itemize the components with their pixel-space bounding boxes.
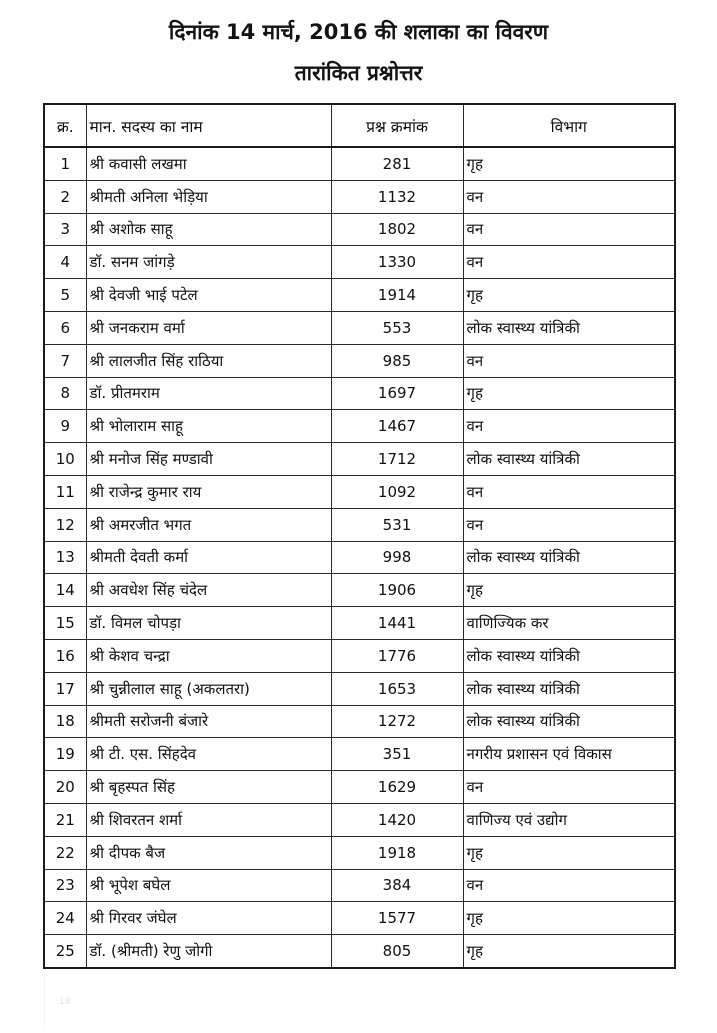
cell-serial: 16 [44, 639, 86, 672]
cell-question-number: 805 [331, 935, 463, 968]
cell-member-name: श्री बृहस्पत सिंह [86, 771, 331, 804]
cell-department: लोक स्वास्थ्य यांत्रिकी [463, 541, 675, 574]
header-row [44, 104, 675, 147]
cell-member-name: श्री शिवरतन शर्मा [86, 803, 331, 836]
cell-department: वन [463, 213, 675, 246]
cell-member-name: श्री केशव चन्द्रा [86, 639, 331, 672]
cell-department: गृह [463, 279, 675, 312]
cell-department: वन [463, 344, 675, 377]
cell-member-name: श्री जनकराम वर्मा [86, 311, 331, 344]
cell-member-name: श्री टी. एस. सिंहदेव [86, 738, 331, 771]
table-row [44, 607, 675, 640]
cell-serial: 23 [44, 869, 86, 902]
document-subtitle: तारांकित प्रश्नोत्तर [294, 61, 423, 85]
table-row [44, 639, 675, 672]
cell-department: वाणिज्य एवं उद्योग [463, 803, 675, 836]
table-row [44, 246, 675, 279]
cell-department: लोक स्वास्थ्य यांत्रिकी [463, 311, 675, 344]
cell-department: गृह [463, 902, 675, 935]
cell-serial: 5 [44, 279, 86, 312]
page-mark: 18 [59, 997, 71, 1007]
table-row [44, 541, 675, 574]
cell-serial: 20 [44, 771, 86, 804]
cell-member-name: श्री अवधेश सिंह चंदेल [86, 574, 331, 607]
cell-member-name: श्री गिरवर जंघेल [86, 902, 331, 935]
cell-member-name: श्री चुन्नीलाल साहू (अकलतरा) [86, 672, 331, 705]
table-row [44, 311, 675, 344]
cell-member-name: श्री भोलाराम साहू [86, 410, 331, 443]
cell-department: गृह [463, 836, 675, 869]
scan-margin-marks [44, 975, 95, 1030]
cell-department: गृह [463, 574, 675, 607]
cell-question-number: 1132 [331, 180, 463, 213]
table-row [44, 410, 675, 443]
cell-question-number: 384 [331, 869, 463, 902]
cell-serial: 3 [44, 213, 86, 246]
table-row [44, 443, 675, 476]
table-row [44, 574, 675, 607]
cell-department: वन [463, 869, 675, 902]
cell-department: वन [463, 508, 675, 541]
cell-department: वाणिज्यिक कर [463, 607, 675, 640]
table-row [44, 279, 675, 312]
cell-department: गृह [463, 147, 675, 180]
cell-serial: 15 [44, 607, 86, 640]
cell-question-number: 1092 [331, 475, 463, 508]
cell-department: गृह [463, 935, 675, 968]
table-row [44, 705, 675, 738]
cell-serial: 25 [44, 935, 86, 968]
cell-member-name: श्री राजेन्द्र कुमार राय [86, 475, 331, 508]
cell-department: वन [463, 771, 675, 804]
table-row [44, 344, 675, 377]
cell-member-name: डॉ. प्रीतमराम [86, 377, 331, 410]
cell-department: वन [463, 410, 675, 443]
table-row [44, 180, 675, 213]
cell-serial: 12 [44, 508, 86, 541]
cell-question-number: 998 [331, 541, 463, 574]
table-row [44, 803, 675, 836]
cell-serial: 6 [44, 311, 86, 344]
cell-question-number: 985 [331, 344, 463, 377]
cell-serial: 4 [44, 246, 86, 279]
cell-serial: 11 [44, 475, 86, 508]
table-row [44, 213, 675, 246]
cell-question-number: 1712 [331, 443, 463, 476]
cell-question-number: 1629 [331, 771, 463, 804]
cell-department: वन [463, 246, 675, 279]
cell-serial: 7 [44, 344, 86, 377]
cell-question-number: 1914 [331, 279, 463, 312]
cell-question-number: 1467 [331, 410, 463, 443]
column-header-serial: क्र. [44, 104, 86, 147]
table-body [44, 147, 675, 968]
table-row [44, 935, 675, 968]
cell-member-name: श्री लालजीत सिंह राठिया [86, 344, 331, 377]
cell-question-number: 1420 [331, 803, 463, 836]
table-row [44, 771, 675, 804]
cell-question-number: 1653 [331, 672, 463, 705]
cell-question-number: 351 [331, 738, 463, 771]
cell-question-number: 1802 [331, 213, 463, 246]
cell-member-name: श्रीमती देवती कर्मा [86, 541, 331, 574]
cell-member-name: श्री अमरजीत भगत [86, 508, 331, 541]
cell-member-name: श्री दीपक बैज [86, 836, 331, 869]
cell-member-name: श्री कवासी लखमा [86, 147, 331, 180]
table-row [44, 738, 675, 771]
cell-serial: 14 [44, 574, 86, 607]
cell-serial: 10 [44, 443, 86, 476]
cell-question-number: 1906 [331, 574, 463, 607]
cell-question-number: 531 [331, 508, 463, 541]
table-row [44, 902, 675, 935]
column-header-member-name: मान. सदस्य का नाम [86, 104, 331, 147]
cell-member-name: डॉ. विमल चोपड़ा [86, 607, 331, 640]
cell-department: वन [463, 475, 675, 508]
cell-question-number: 1441 [331, 607, 463, 640]
cell-question-number: 1918 [331, 836, 463, 869]
cell-member-name: श्रीमती सरोजनी बंजारे [86, 705, 331, 738]
cell-department: नगरीय प्रशासन एवं विकास [463, 738, 675, 771]
cell-question-number: 1776 [331, 639, 463, 672]
cell-department: लोक स्वास्थ्य यांत्रिकी [463, 672, 675, 705]
cell-member-name: श्री अशोक साहू [86, 213, 331, 246]
cell-question-number: 1577 [331, 902, 463, 935]
table-row [44, 672, 675, 705]
table-row [44, 508, 675, 541]
cell-serial: 8 [44, 377, 86, 410]
cell-question-number: 553 [331, 311, 463, 344]
members-questions-table [43, 103, 676, 969]
document-title: दिनांक 14 मार्च, 2016 की शलाका का विवरण [168, 20, 549, 44]
cell-member-name: श्री मनोज सिंह मण्डावी [86, 443, 331, 476]
cell-serial: 19 [44, 738, 86, 771]
cell-department: वन [463, 180, 675, 213]
cell-serial: 17 [44, 672, 86, 705]
cell-serial: 13 [44, 541, 86, 574]
cell-member-name: डॉ. (श्रीमती) रेणु जोगी [86, 935, 331, 968]
column-header-question-number: प्रश्न क्रमांक [331, 104, 463, 147]
cell-question-number: 281 [331, 147, 463, 180]
table-header [44, 104, 675, 147]
cell-question-number: 1330 [331, 246, 463, 279]
table-row [44, 147, 675, 180]
cell-member-name: श्री देवजी भाई पटेल [86, 279, 331, 312]
cell-question-number: 1272 [331, 705, 463, 738]
cell-member-name: डॉ. सनम जांगड़े [86, 246, 331, 279]
cell-serial: 9 [44, 410, 86, 443]
cell-member-name: श्री भूपेश बघेल [86, 869, 331, 902]
cell-question-number: 1697 [331, 377, 463, 410]
cell-department: लोक स्वास्थ्य यांत्रिकी [463, 639, 675, 672]
cell-department: गृह [463, 377, 675, 410]
table-row [44, 836, 675, 869]
cell-serial: 1 [44, 147, 86, 180]
cell-department: लोक स्वास्थ्य यांत्रिकी [463, 705, 675, 738]
cell-serial: 21 [44, 803, 86, 836]
table-row [44, 377, 675, 410]
cell-serial: 22 [44, 836, 86, 869]
column-header-department: विभाग [463, 104, 675, 147]
cell-serial: 18 [44, 705, 86, 738]
table-row [44, 475, 675, 508]
cell-department: लोक स्वास्थ्य यांत्रिकी [463, 443, 675, 476]
cell-serial: 2 [44, 180, 86, 213]
cell-serial: 24 [44, 902, 86, 935]
table-row [44, 869, 675, 902]
cell-member-name: श्रीमती अनिला भेड़िया [86, 180, 331, 213]
